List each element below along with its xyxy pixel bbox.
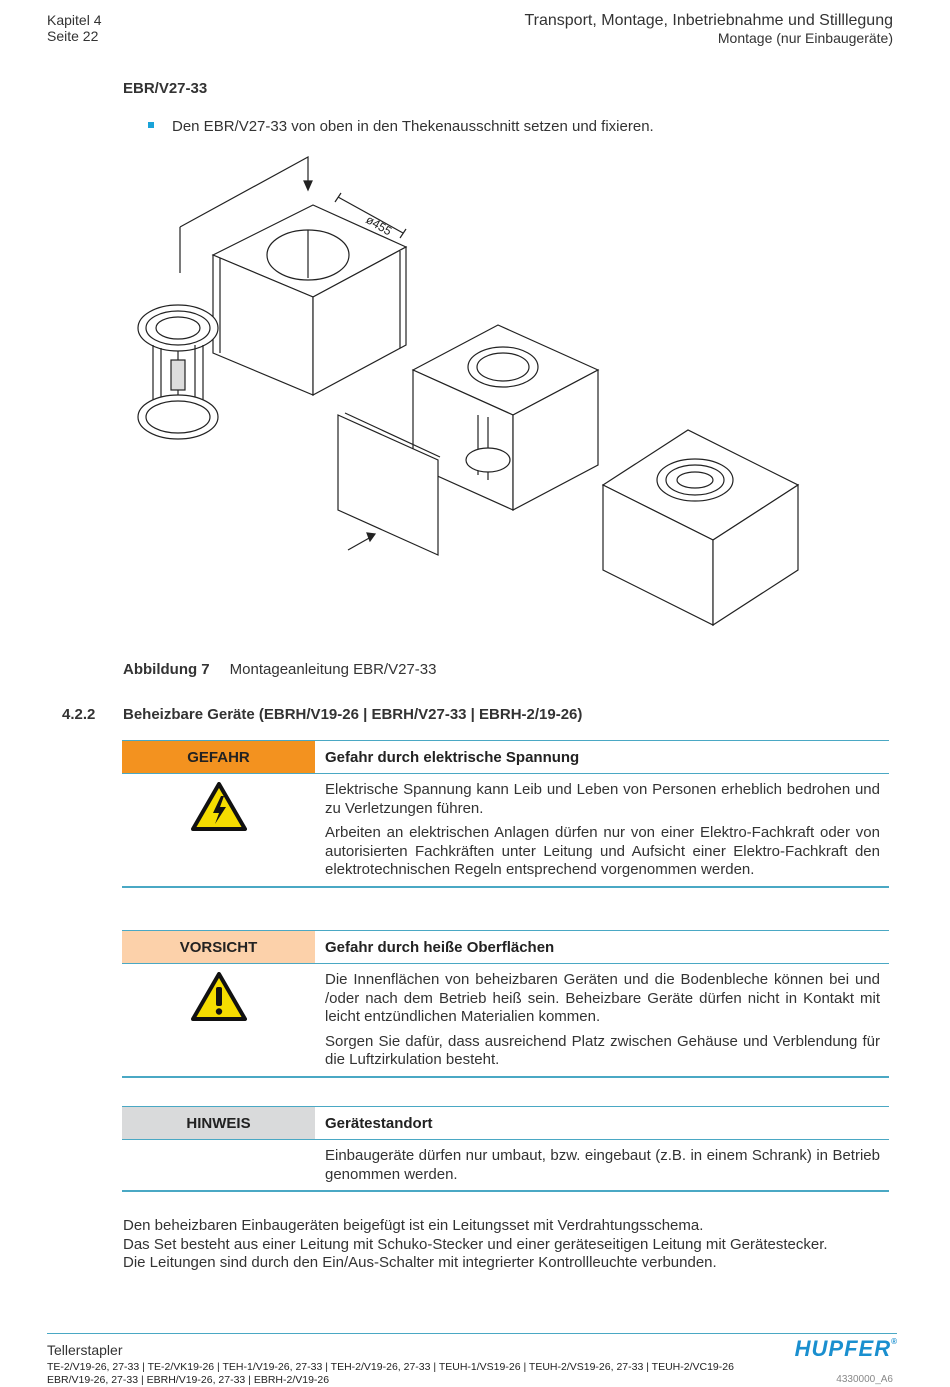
- bullet-marker: [148, 122, 154, 128]
- note-label: HINWEIS: [122, 1107, 315, 1139]
- bullet-text: Den EBR/V27-33 von oben in den Thekenausschnitt setzen und fixieren.: [172, 118, 654, 135]
- danger-title: Gefahr durch elektrische Spannung: [325, 748, 580, 766]
- footer-divider: [47, 1333, 897, 1334]
- caption-text: Montageanleitung EBR/V27-33: [229, 661, 437, 678]
- paragraph-line-3: Die Leitungen sind durch den Ein/Aus-Schalter mit integrierter Kontrollleuchte verbunden.: [123, 1254, 717, 1272]
- electric-hazard-icon: [191, 782, 247, 832]
- logo-mark: ®: [891, 1337, 898, 1346]
- document-number: 4330000_A6: [836, 1374, 893, 1385]
- warning-icon: [191, 972, 247, 1022]
- note-notice: [122, 1106, 889, 1192]
- caption-number: Abbildung 7: [123, 661, 210, 678]
- footer-models-line-1: TE-2/V19-26, 27-33 | TE-2/VK19-26 | TEH-1/V19-26, 27-33 | TEH-2/V19-26, 27-33 | TEUH-1/VS19-26 | TEUH-2/VS19-26, 27-33 | TEUH-2/VC19-26: [47, 1361, 734, 1373]
- assembly-illustration: [123, 145, 828, 650]
- cabinet-middle-drawing: [413, 325, 598, 510]
- bullet-item: [148, 118, 654, 135]
- subsection-number: 4.2.2: [62, 706, 96, 723]
- hupfer-logo: [795, 1336, 898, 1362]
- note-title: Gerätestandort: [325, 1114, 433, 1132]
- paragraph-line-2: Das Set besteht aus einer Leitung mit Schuko-Stecker und einer geräteseitigen Leitung mit Gerätestecker.: [123, 1235, 828, 1253]
- caution-text-2: Sorgen Sie dafür, dass ausreichend Platz zwischen Gehäuse und Verblendung für die Luftzirkulation besteht.: [325, 1032, 880, 1068]
- paragraph-line-1: Den beheizbaren Einbaugeräten beigefügt ist ein Leitungsset mit Verdrahtungsschema.: [123, 1217, 704, 1234]
- chapter-subtitle: Montage (nur Einbaugeräte): [717, 30, 893, 46]
- footer-title: Tellerstapler: [47, 1342, 123, 1358]
- caution-notice: [122, 930, 889, 1078]
- chapter-title: Transport, Montage, Inbetriebnahme und Stilllegung: [524, 12, 893, 29]
- caution-label: VORSICHT: [122, 931, 315, 963]
- section-title: EBR/V27-33: [123, 80, 208, 97]
- logo-text: HUPFER: [794, 1336, 892, 1361]
- caution-title: Gefahr durch heiße Oberflächen: [325, 938, 555, 956]
- danger-notice: [122, 740, 889, 888]
- danger-text-1: Elektrische Spannung kann Leib und Leben von Personen erheblich bedrohen und zu Verletzungen führen.: [325, 781, 880, 817]
- subsection-title: Beheizbare Geräte (EBRH/V19-26 | EBRH/V27-33 | EBRH-2/19-26): [123, 706, 583, 723]
- note-text-1: Einbaugeräte dürfen nur umbaut, bzw. eingebaut (z.B. in einem Schrank) in Betrieb genommen werden.: [325, 1147, 880, 1183]
- danger-label: GEFAHR: [122, 741, 315, 773]
- figure-caption: [123, 661, 436, 678]
- chapter-label: Kapitel 4: [47, 12, 102, 28]
- page-header-left: [47, 12, 101, 44]
- danger-text-2: Arbeiten an elektrischen Anlagen dürfen nur von einer Elektro-Fachkraft oder von autorisierten Fachkräften unter Leitung und Aufsicht einer Elektro-Fachkraft den elektrotechnischen Regeln entsprechend vorgenommen werden.: [325, 824, 880, 878]
- footer-models-line-2: EBR/V19-26, 27-33 | EBRH/V19-26, 27-33 | EBRH-2/V19-26: [47, 1373, 330, 1386]
- footer-models: [47, 1361, 734, 1386]
- loose-unit-drawing: [138, 305, 218, 439]
- cabinet-right-drawing: [603, 430, 798, 625]
- wiring-paragraph: [123, 1217, 893, 1273]
- caution-text-1: Die Innenflächen von beheizbaren Geräten und die Bodenbleche können bei und /oder nach dem Betrieb heiß sein. Beheizbare Geräte dürfen nicht in Kontakt mit leicht entzündlichen Materialien kommen.: [325, 971, 880, 1025]
- subsection-heading: [62, 706, 582, 723]
- dimension-label: ø455: [363, 212, 395, 239]
- page-number: Seite 22: [47, 28, 99, 44]
- page-header-right: [524, 12, 893, 46]
